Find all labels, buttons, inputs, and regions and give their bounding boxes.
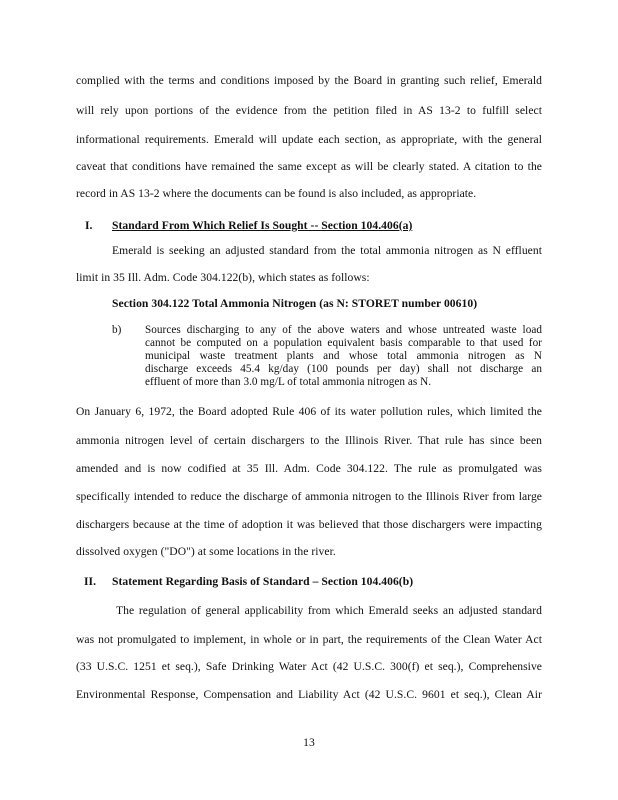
paragraph-2-line-4: specifically intended to reduce the discharge of ammonia nitrogen to the Illinois River from large [76, 490, 542, 503]
quote-line-3: municipal waste treatment plants and whose total ammonia nitrogen as N [145, 350, 542, 362]
paragraph-2-line-6: dissolved oxygen ("DO") at some locations in the river. [76, 545, 336, 558]
section-2-line-2: was not promulgated to implement, in whole or in part, the requirements of the Clean Water Act [76, 633, 542, 646]
paragraph-1-line-1: complied with the terms and conditions imposed by the Board in granting such relief, Emerald [76, 74, 542, 87]
paragraph-2-line-2: ammonia nitrogen level of certain dischargers to the Illinois River. That rule has since been [76, 434, 542, 447]
paragraph-2-line-3: amended and is now codified at 35 Ill. Adm. Code 304.122. The rule as promulgated was [76, 462, 542, 475]
section-2-title: Statement Regarding Basis of Standard – Section 104.406(b) [112, 575, 414, 588]
section-2-line-1: The regulation of general applicability from which Emerald seeks an adjusted standard [116, 604, 542, 617]
paragraph-2-line-1: On January 6, 1972, the Board adopted Rule 406 of its water pollution rules, which limited the [76, 405, 542, 418]
paragraph-1-line-3: informational requirements. Emerald will update each section, as appropriate, with the general [76, 133, 542, 146]
paragraph-1-line-4: caveat that conditions have remained the same except as will be clearly stated. A citation to the [76, 160, 542, 173]
quote-heading: Section 304.122 Total Ammonia Nitrogen (as N: STORET number 00610) [112, 297, 478, 310]
section-1-line-1: Emerald is seeking an adjusted standard from the total ammonia nitrogen as N effluent [112, 244, 542, 257]
section-1-title: Standard From Which Relief Is Sought -- Section 104.406(a) [112, 219, 413, 232]
quote-line-2: cannot be computed on a population equivalent basis comparable to that used for [145, 337, 542, 349]
quote-line-4: discharge exceeds 45.4 kg/day (100 pounds per day) shall not discharge an [145, 363, 542, 375]
quote-line-5: effluent of more than 3.0 mg/L of total ammonia nitrogen as N. [145, 376, 432, 388]
paragraph-1-line-2: will rely upon portions of the evidence from the petition filed in AS 13-2 to fulfill select [76, 104, 542, 117]
section-1-line-2: limit in 35 Ill. Adm. Code 304.122(b), which states as follows: [76, 271, 370, 284]
section-2-line-4: Environmental Response, Compensation and Liability Act (42 U.S.C. 9601 et seq.), Clean Air [76, 688, 542, 701]
quote-line-1: Sources discharging to any of the above waters and whose untreated waste load [145, 324, 542, 336]
section-2-number: II. [84, 575, 97, 588]
section-2-line-3: (33 U.S.C. 1251 et seq.), Safe Drinking Water Act (42 U.S.C. 300(f) et seq.), Comprehensive [76, 660, 542, 673]
paragraph-2-line-5: dischargers because at the time of adoption it was believed that those dischargers were impacting [76, 518, 542, 531]
page-number: 13 [303, 736, 315, 749]
paragraph-1-line-5: record in AS 13-2 where the documents can be found is also included, as appropriate. [76, 187, 477, 200]
section-1-number: I. [85, 219, 93, 232]
quote-label: b) [112, 324, 122, 336]
